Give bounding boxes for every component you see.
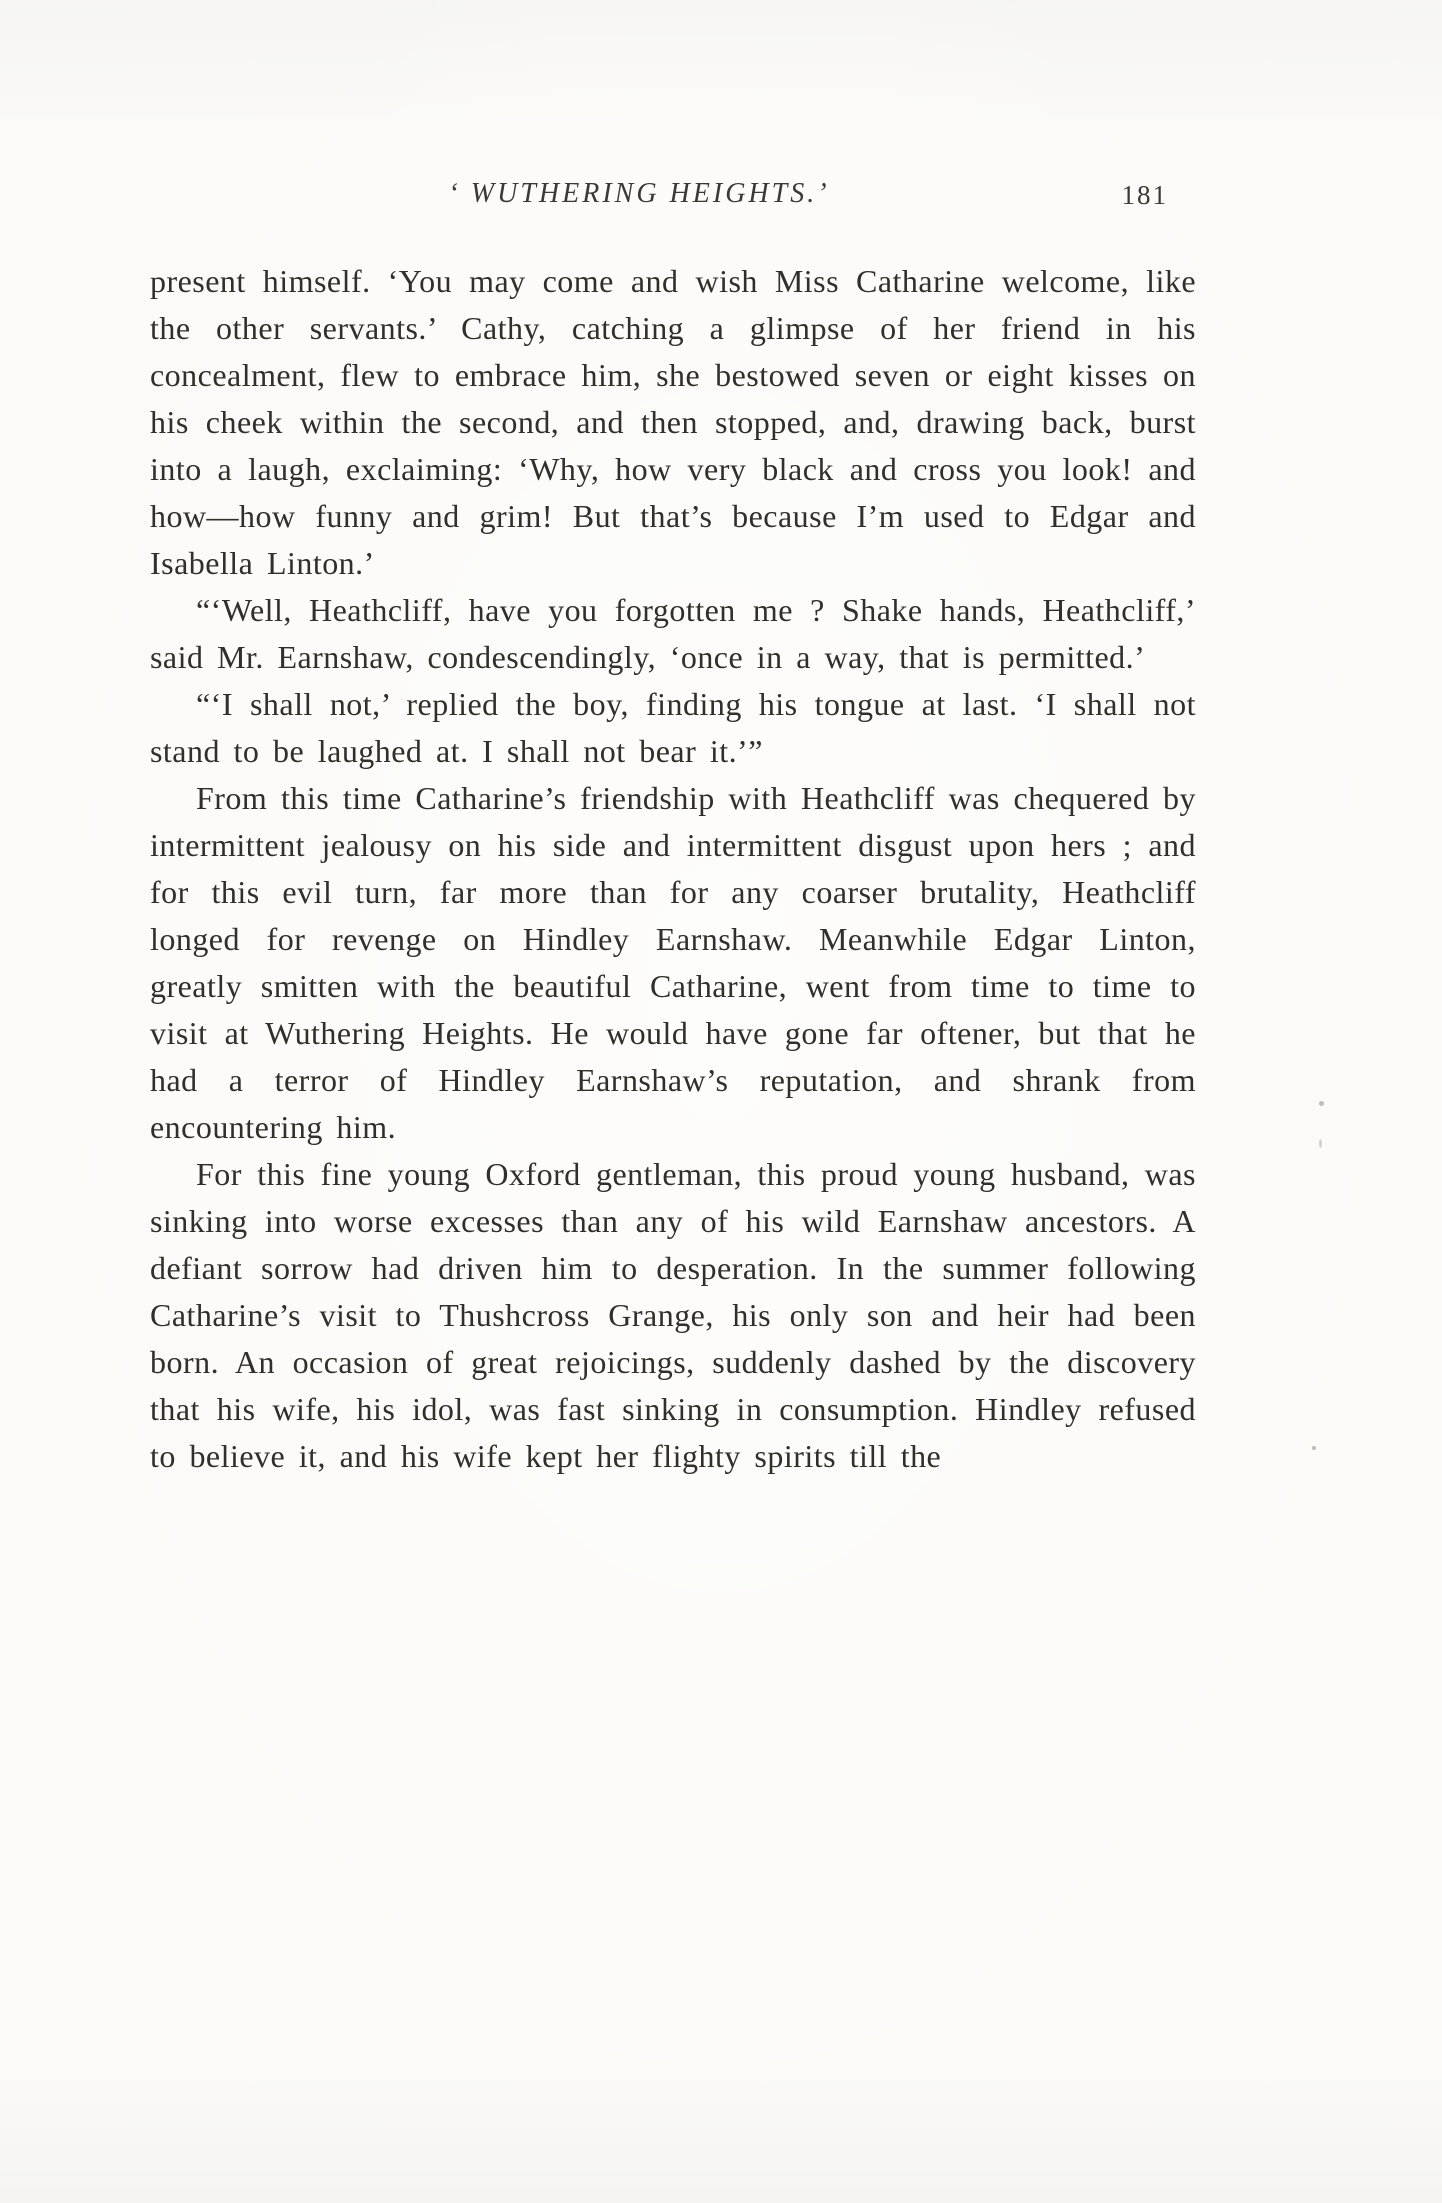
paragraph: “‘I shall not,’ replied the boy, finding his tongue at last. ‘I shall not stand to be laughed at. I shall not bear it.’” bbox=[150, 686, 1196, 769]
paragraph: For this fine young Oxford gentleman, this proud young husband, was sinking into worse excesses than any of his wild Earnshaw ancestors. A defiant sorrow had driven him to desperation. In the summer following Catharine’s visit to Thushcross Grange, his only son and heir had been born. An occasion of great rejoicings, suddenly dashed by the discovery that his wife, his idol, was fast sinking in consumption. Hindley refused to believe it, and his wife kept her flighty spirits till the bbox=[150, 1156, 1196, 1474]
body-text bbox=[150, 258, 1196, 1480]
scan-speck bbox=[1312, 1446, 1316, 1450]
paragraph: present himself. ‘You may come and wish Miss Catharine welcome, like the other servants.’ Cathy, catching a glimpse of her friend in his concealment, flew to embrace him, she bestowed seven or eight kisses on his cheek within the second, and then stopped, and, drawing back, burst into a laugh, exclaiming: ‘Why, how very black and cross you look! and how—how funny and grim! But that’s because I’m used to Edgar and Isabella Linton.’ bbox=[150, 263, 1196, 581]
page-number: 181 bbox=[1121, 180, 1168, 210]
running-head bbox=[150, 178, 1196, 224]
text-block bbox=[150, 178, 1196, 1480]
paragraph: “‘Well, Heathcliff, have you forgotten me ? Shake hands, Heathcliff,’ said Mr. Earnshaw, condescendingly, ‘once in a way, that is permitted.’ bbox=[150, 592, 1196, 675]
scan-speck bbox=[1319, 1101, 1324, 1106]
scan-speck bbox=[1319, 1139, 1322, 1148]
running-head-title: ‘ WUTHERING HEIGHTS.’ bbox=[448, 178, 830, 209]
paragraph: From this time Catharine’s friendship with Heathcliff was chequered by intermittent jealousy on his side and intermittent disgust upon hers ; and for this evil turn, far more than for any coarser brutality, Heathcliff longed for revenge on Hindley Earnshaw. Meanwhile Edgar Linton, greatly smitten with the beautiful Catharine, went from time to time to visit at Wuthering Heights. He would have gone far oftener, but that he had a terror of Hindley Earnshaw’s reputation, and shrank from encountering him. bbox=[150, 780, 1196, 1145]
